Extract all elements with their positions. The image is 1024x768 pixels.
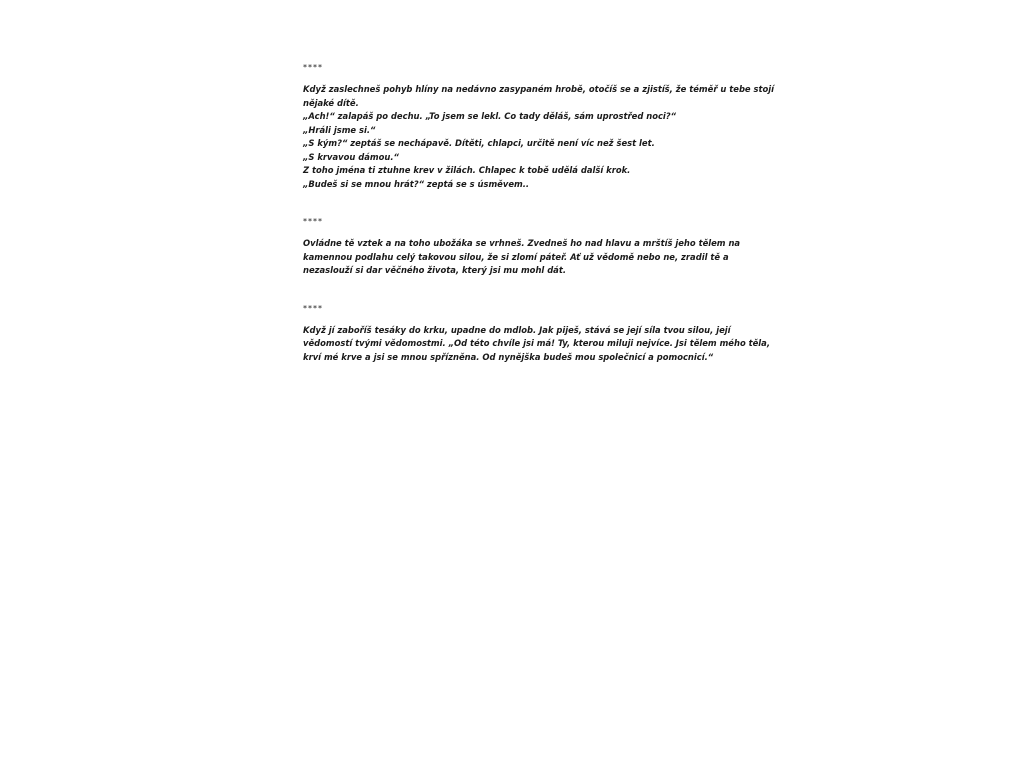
text-line: Z toho jména ti ztuhne krev v žilách. Chlapec k tobě udělá další krok. (303, 165, 631, 175)
section-divider: **** (303, 217, 323, 226)
text-line: „Hráli jsme si.“ (303, 124, 376, 135)
text-line: „Budeš si se mnou hrát?“ zeptá se s úsměvem.. (303, 178, 530, 189)
section-paragraph (303, 324, 770, 365)
text-line: kamennou podlahu celý takovou silou, že si zlomí páteř. Ať už vědomě nebo ne, zradil tě a (303, 251, 729, 262)
section-divider: **** (303, 63, 323, 72)
section-2 (303, 215, 741, 278)
text-line: „S kým?“ zeptáš se nechápavě. Dítěti, chlapci, určitě není víc než šest let. (303, 138, 655, 148)
text-line: „S krvavou dámou.“ (303, 151, 399, 162)
text-line: nějaké dítě. (303, 97, 359, 108)
section-3 (303, 302, 770, 365)
text-line: Ovládne tě vztek a na toho ubožáka se vrhneš. Zvedneš ho nad hlavu a mrštíš jeho tělem na (303, 238, 741, 248)
section-1 (303, 61, 775, 191)
section-paragraph (303, 83, 775, 191)
text-line: vědomostí tvými vědomostmi. „Od této chvíle jsi má! Ty, kterou miluji nejvíce. Jsi tělem mého těla, (303, 338, 770, 348)
text-line: Když jí zaboříš tesáky do krku, upadne do mdlob. Jak piješ, stává se její síla tvou silou, její (303, 324, 731, 335)
text-line: „Ach!“ zalapáš po dechu. „To jsem se lekl. Co tady děláš, sám uprostřed noci?“ (303, 111, 677, 121)
text-line: nezaslouží si dar věčného života, který jsi mu mohl dát. (303, 265, 567, 275)
section-divider: **** (303, 303, 323, 313)
section-paragraph (303, 237, 741, 278)
text-line: krví mé krve a jsi se mnou spřízněna. Od nynějška budeš mou společnicí a pomocnicí.“ (303, 351, 714, 362)
document-page (303, 61, 775, 364)
text-line: Když zaslechneš pohyb hlíny na nedávno zasypaném hrobě, otočíš se a zjistíš, že téměř u tebe stojí (303, 84, 775, 94)
